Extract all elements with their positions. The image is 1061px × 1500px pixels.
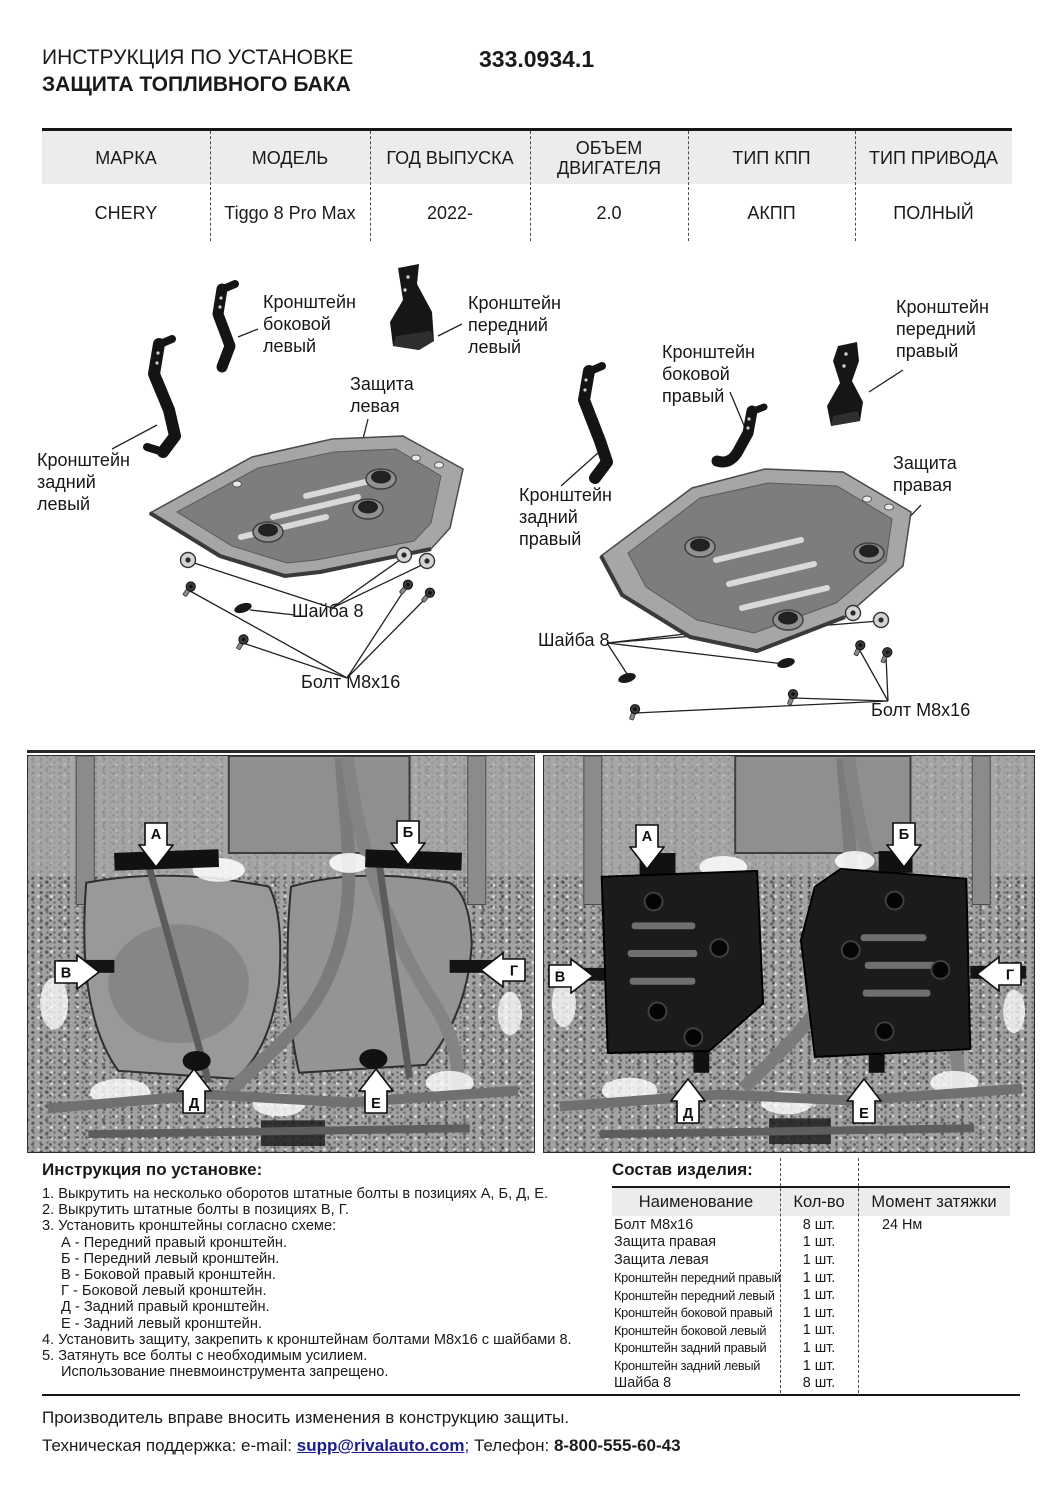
part-qty: 1 шт. (802, 1234, 836, 1251)
instruction-substep: Д - Задний правый кронштейн. (61, 1299, 270, 1316)
position-marker-v (548, 958, 594, 994)
label-bracket-front-right: Кронштейн передний правый (896, 297, 989, 361)
svg-text:Б: Б (898, 827, 910, 843)
footer-divider (42, 1394, 1020, 1396)
title-block (42, 44, 353, 98)
position-marker-v (54, 954, 100, 990)
bracket-rear-right-art (583, 366, 607, 478)
instruction-step: 2. Выкрутить штатные болты в позициях В, Г. (42, 1202, 349, 1219)
parts-header-name: Наименование (638, 1192, 754, 1211)
spec-table-header-row (42, 131, 1012, 184)
part-qty: 1 шт. (802, 1322, 836, 1339)
label-washer-right: Шайба 8 (538, 630, 610, 650)
spec-header-gearbox: ТИП КПП (732, 147, 811, 168)
svg-text:В: В (554, 969, 566, 986)
svg-text:Б: Б (402, 825, 414, 841)
parts-header-qty: Кол-во (793, 1192, 845, 1211)
parts-row (612, 1357, 1010, 1375)
spec-column-divider (370, 131, 371, 241)
svg-text:Д: Д (682, 1106, 694, 1122)
instructions-list (42, 1186, 607, 1380)
spec-column-divider (210, 131, 211, 241)
label-bolt-right: Болт М8х16 (871, 700, 971, 720)
document-title-line1: ИНСТРУКЦИЯ ПО УСТАНОВКЕ (42, 46, 354, 69)
parts-row (612, 1269, 1010, 1287)
parts-row (612, 1374, 1010, 1392)
spec-column-divider (530, 131, 531, 241)
spec-header-engine: ОБЪЕМ ДВИГАТЕЛЯ (556, 137, 662, 178)
support-phone: 8-800-555-60-43 (553, 1436, 681, 1455)
instruction-substep: А - Передний правый кронштейн. (61, 1234, 288, 1251)
position-marker-b (886, 822, 922, 868)
label-bracket-rear-right: Кронштейн задний правый (519, 485, 612, 549)
instruction-substep: Б - Передний левый кронштейн. (61, 1250, 280, 1267)
installed-shield-right (801, 869, 970, 1057)
instruction-step: 4. Установить защиту, закрепить к кронштейнам болтами М8х16 с шайбами 8. (42, 1331, 572, 1348)
part-qty: 1 шт. (802, 1251, 836, 1268)
instruction-note: Использование пневмоинструмента запрещено. (61, 1364, 389, 1381)
part-name: Кронштейн задний левый (614, 1358, 761, 1374)
parts-row (612, 1234, 1010, 1252)
spec-header-drive: ТИП ПРИВОДА (869, 147, 998, 168)
part-qty: 1 шт. (802, 1357, 836, 1374)
spec-column-divider (688, 131, 689, 241)
label-bracket-side-right: Кронштейн боковой правый (662, 342, 755, 406)
position-marker-g (480, 952, 526, 988)
part-name: Болт М8х16 (614, 1216, 694, 1233)
underbody-art-after (544, 756, 1034, 1152)
position-marker-a (629, 824, 665, 870)
label-bolt-left: Болт М8х16 (301, 672, 401, 692)
instructions-title: Инструкция по установке: (42, 1160, 263, 1179)
bracket-side-right-art (717, 407, 764, 462)
spec-value-gearbox: АКПП (747, 203, 796, 223)
spec-value-model: Tiggo 8 Pro Max (224, 203, 356, 223)
part-name: Кронштейн передний левый (614, 1287, 775, 1303)
spec-header-year: ГОД ВЫПУСКА (386, 147, 514, 168)
svg-text:Д: Д (188, 1096, 200, 1112)
spec-column-divider (855, 131, 856, 241)
instruction-substep: Е - Задний левый кронштейн. (61, 1315, 262, 1332)
bracket-front-left-art (390, 264, 434, 350)
part-qty: 1 шт. (802, 1304, 836, 1321)
label-shield-left: Защита левая (350, 374, 414, 416)
label-shield-right: Защита правая (893, 453, 957, 495)
spec-table-value-row (42, 184, 1012, 242)
parts-row (612, 1304, 1010, 1322)
position-marker-g (976, 956, 1022, 992)
support-label: Техническая поддержка: e-mail: (42, 1436, 293, 1455)
support-line (42, 1436, 681, 1456)
vehicle-spec-table (42, 128, 1012, 242)
parts-column-divider (780, 1158, 781, 1393)
svg-text:А: А (641, 829, 653, 845)
position-marker-a (138, 822, 174, 868)
shield-left-art (150, 436, 463, 576)
part-qty: 8 шт. (802, 1375, 836, 1392)
manufacturer-note: Производитель вправе вносить изменения в конструкцию защиты. (42, 1408, 570, 1427)
part-name: Защита правая (614, 1234, 717, 1251)
document-title-line2: ЗАЩИТА ТОПЛИВНОГО БАКА (42, 73, 351, 96)
svg-text:В: В (60, 965, 72, 982)
spec-value-year: 2022- (426, 203, 474, 223)
instruction-step: 5. Затянуть все болты с необходимым усилием. (42, 1348, 368, 1365)
photo-after-install (543, 755, 1035, 1153)
spec-value-drive: ПОЛНЫЙ (893, 203, 974, 223)
part-qty: 1 шт. (802, 1287, 836, 1304)
instruction-step: 1. Выкрутить на несколько оборотов штатные болты в позициях А, Б, Д, Е. (42, 1186, 548, 1202)
svg-text:А: А (150, 827, 162, 843)
parts-table-body (612, 1216, 1010, 1392)
svg-text:Е: Е (859, 1106, 869, 1122)
position-marker-d (176, 1068, 212, 1114)
spec-header-brand: МАРКА (95, 147, 157, 168)
parts-row (612, 1339, 1010, 1357)
svg-text:Г: Г (509, 963, 519, 980)
position-marker-e (846, 1078, 882, 1124)
parts-row (612, 1251, 1010, 1269)
part-qty: 8 шт. (802, 1216, 836, 1233)
bracket-rear-left-art (147, 339, 175, 452)
parts-row (612, 1286, 1010, 1304)
article-number: 333.0934.1 (479, 46, 595, 72)
parts-row (612, 1216, 1010, 1234)
part-qty: 1 шт. (802, 1269, 836, 1286)
svg-text:Е: Е (371, 1096, 381, 1112)
label-bracket-front-left: Кронштейн передний левый (468, 293, 561, 357)
parts-header-torque: Момент затяжки (871, 1192, 997, 1211)
bracket-side-left-art (218, 284, 235, 367)
parts-column-divider (858, 1158, 859, 1393)
installed-shield-left (602, 871, 763, 1053)
spec-header-model: МОДЕЛЬ (251, 147, 329, 168)
phone-label: Телефон: (473, 1436, 550, 1455)
part-name: Защита левая (614, 1251, 709, 1268)
part-name: Кронштейн боковой правый (614, 1305, 773, 1321)
photo-before-install (27, 755, 535, 1153)
instruction-substep: Г - Боковой левый кронштейн. (61, 1283, 267, 1300)
part-qty: 1 шт. (802, 1339, 836, 1356)
separator: ; (464, 1436, 470, 1455)
position-marker-d (670, 1078, 706, 1124)
position-marker-e (358, 1068, 394, 1114)
label-bracket-rear-left: Кронштейн задний левый (37, 450, 130, 514)
spec-value-brand: CHERY (94, 203, 158, 223)
part-name: Шайба 8 (614, 1375, 672, 1392)
svg-text:Г: Г (1005, 967, 1015, 984)
spec-value-engine: 2.0 (596, 203, 622, 223)
underbody-art-before (28, 756, 534, 1152)
support-email-link[interactable]: supp@rivalauto.com (296, 1436, 465, 1455)
shield-right-art (601, 469, 911, 651)
parts-table-header-row (612, 1188, 1010, 1216)
part-name: Кронштейн передний правый (614, 1270, 781, 1286)
part-name: Кронштейн задний правый (614, 1340, 767, 1356)
part-name: Кронштейн боковой левый (614, 1322, 767, 1338)
label-bracket-side-left: Кронштейн боковой левый (263, 292, 356, 356)
parts-list-title: Состав изделия: (612, 1160, 753, 1179)
part-torque: 24 Нм (882, 1216, 923, 1233)
instruction-step: 3. Установить кронштейны согласно схеме: (42, 1218, 337, 1235)
bracket-front-right-art (827, 342, 863, 426)
label-washer-left: Шайба 8 (292, 601, 364, 621)
instruction-substep: В - Боковой правый кронштейн. (61, 1267, 276, 1284)
position-marker-b (390, 820, 426, 866)
installation-photos (27, 750, 1035, 1153)
parts-row (612, 1322, 1010, 1340)
parts-table (612, 1186, 1010, 1392)
